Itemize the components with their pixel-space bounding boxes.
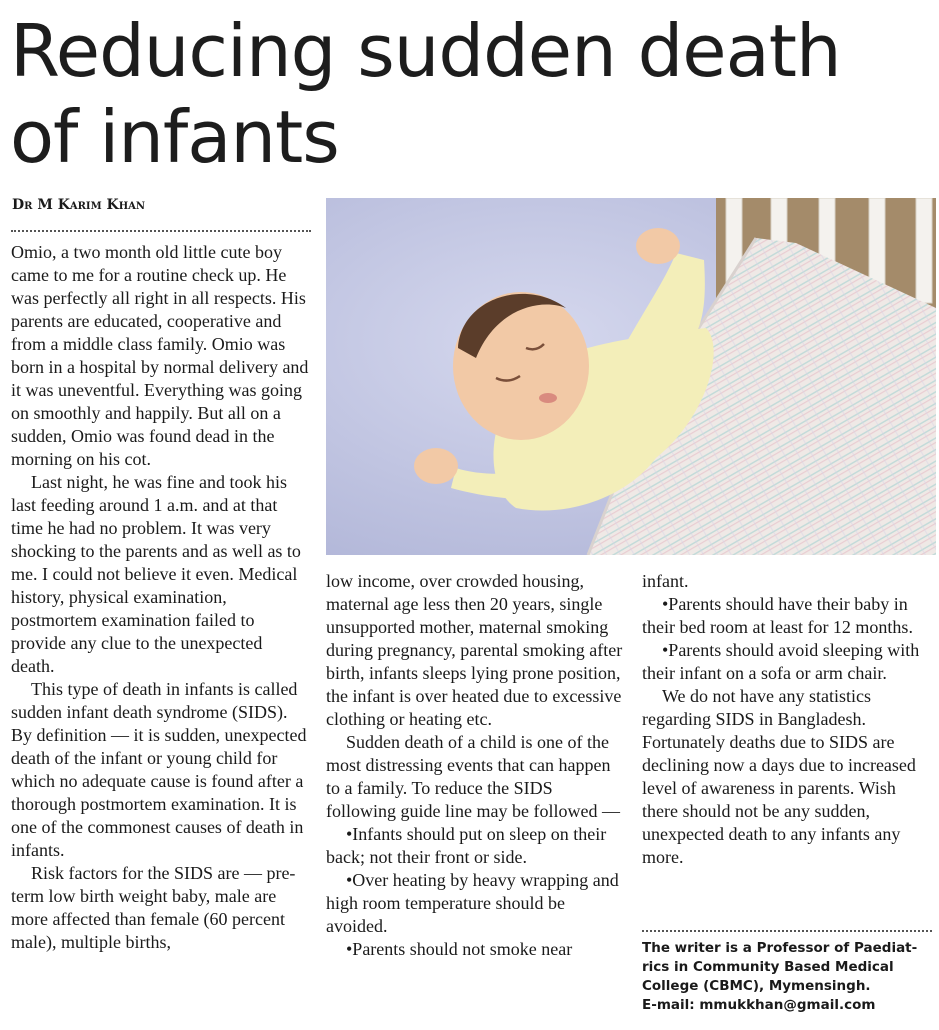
headline-line-1: Reducing sudden death bbox=[10, 9, 841, 93]
paragraph: low income, over crowded housing, maternal age less then 20 years, single unsupported mother, maternal smoking during pregnancy, parental smoking after birth, infants sleeps lying prone position, the infant is over heated due to excessive clothing or heating etc. bbox=[326, 571, 623, 729]
paragraph: Sudden death of a child is one of the most distressing events that can happen to a family. To reduce the SIDS following guide line may be followed — bbox=[326, 732, 620, 821]
bullet-item: •Parents should not smoke near bbox=[346, 939, 573, 959]
paragraph: infant. bbox=[642, 571, 689, 591]
byline-divider bbox=[11, 230, 311, 232]
article-column-1 bbox=[11, 241, 309, 954]
paragraph: Risk factors for the SIDS are — pre-term low birth weight baby, male are more affected than female (60 percent male), multiple births, bbox=[11, 863, 296, 952]
author-email: E-mail: mmukkhan@gmail.com bbox=[642, 997, 876, 1013]
paragraph: This type of death in infants is called sudden infant death syndrome (SIDS). By definition — it is sudden, unexpected death of the infant or young child for which no adequate cause is found after a thorough postmortem examination. It is one of the commonest causes of death in infants. bbox=[11, 679, 307, 860]
headline bbox=[10, 8, 930, 180]
headline-line-2: of infants bbox=[10, 95, 339, 179]
paragraph: Omio, a two month old little cute boy came to me for a routine check up. He was perfectly all right in all respects. His parents are educated, cooperative and from a middle class family. Omio was born in a hospital by normal delivery and it was uneventful. Everything was going on smoothly and happily. But all on a sudden, Omio was found dead in the morning on his cot. bbox=[11, 242, 309, 469]
bullet-item: •Over heating by heavy wrapping and high room temperature should be avoided. bbox=[326, 870, 619, 936]
bullet-item: •Infants should put on sleep on their back; not their front or side. bbox=[326, 824, 607, 867]
byline: Dr M Karim Khan bbox=[12, 197, 146, 213]
author-note-divider bbox=[642, 930, 932, 932]
article-column-2 bbox=[326, 570, 626, 961]
bullet-item: •Parents should avoid sleeping with their infant on a sofa or arm chair. bbox=[642, 640, 920, 683]
author-note bbox=[642, 939, 932, 1015]
article-column-3 bbox=[642, 570, 932, 869]
author-note-line: The writer is a Professor of Paediat- bbox=[642, 940, 918, 956]
bullet-item: •Parents should have their baby in their bed room at least for 12 months. bbox=[642, 594, 913, 637]
author-note-line: rics in Community Based Medical bbox=[642, 959, 894, 975]
article-photo bbox=[326, 198, 936, 555]
author-note-line: College (CBMC), Mymensingh. bbox=[642, 978, 871, 994]
paragraph: Last night, he was fine and took his last feeding around 1 a.m. and at that time he had no problem. It was very shocking to the parents and as well as to me. I could not believe it even. Medical history, physical examination, postmortem examination failed to provide any clue to the unexpected death. bbox=[11, 472, 301, 676]
sleeping-infant-image bbox=[326, 198, 936, 555]
paragraph: We do not have any statistics regarding SIDS in Bangladesh. Fortunately deaths due to SIDS are declining now a days due to increased level of awareness in parents. Wish there should not be any sudden, unexpected death to any infants any more. bbox=[642, 686, 916, 867]
